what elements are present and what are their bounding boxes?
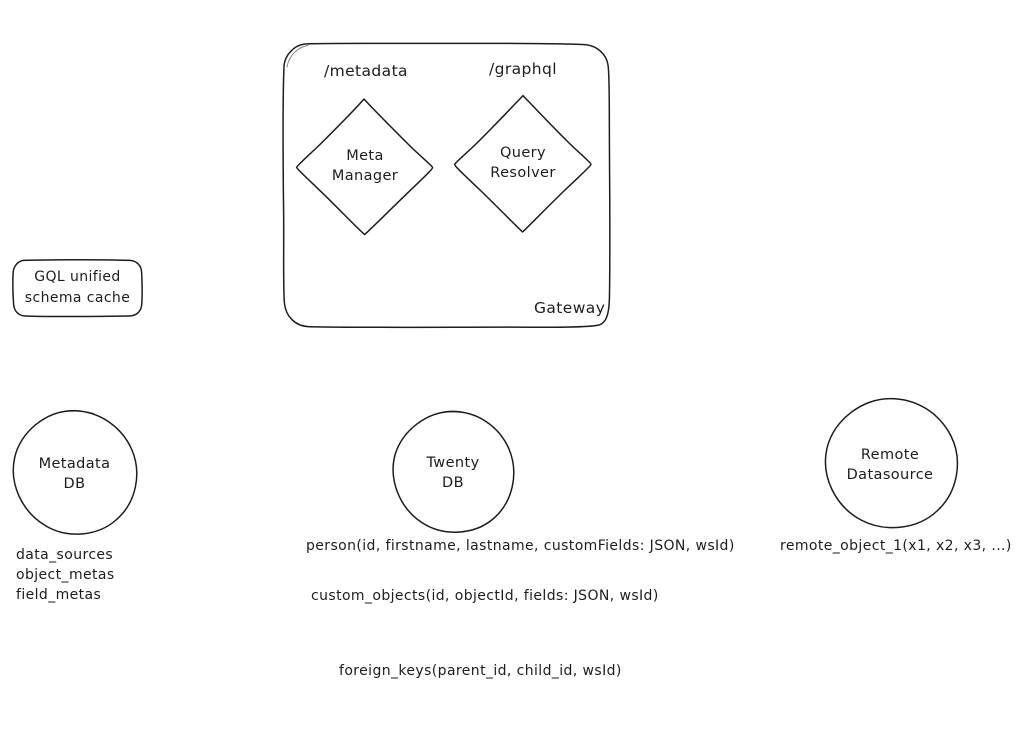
gql-schema-cache-label — [11, 258, 144, 318]
endpoint-label-graphql: /graphql — [489, 60, 557, 78]
node-label-line2: Resolver — [490, 165, 556, 181]
table-name: field_metas — [16, 587, 102, 603]
node-query-resolver-label — [452, 93, 594, 235]
node-meta-manager — [294, 96, 436, 238]
cache-label-line2: schema cache — [24, 290, 131, 306]
metadata-db-tables — [16, 545, 115, 605]
node-label-line1: Meta — [346, 148, 384, 165]
gql-schema-cache-box — [11, 258, 144, 318]
store-label-line1: Remote — [860, 447, 920, 464]
store-remote-datasource-label — [818, 396, 962, 536]
twenty-db-table-custom-objects: custom_objects(id, objectId, fields: JSON, wsId) — [311, 588, 659, 604]
table-name: object_metas — [16, 567, 115, 583]
store-twenty-db — [388, 409, 518, 539]
store-metadata-db — [8, 408, 141, 541]
node-query-resolver — [452, 93, 594, 235]
twenty-db-table-person: person(id, firstname, lastname, customFields: JSON, wsId) — [306, 538, 735, 554]
table-name: data_sources — [16, 547, 114, 563]
node-label-line2: Manager — [331, 168, 399, 184]
twenty-db-table-foreign-keys: foreign_keys(parent_id, child_id, wsId) — [339, 663, 622, 679]
store-label-line2: Datasource — [846, 467, 934, 483]
remote-datasource-table: remote_object_1(x1, x2, x3, ...) — [780, 538, 1012, 554]
store-label-line2: DB — [442, 475, 464, 491]
store-label-line1: Twenty — [426, 455, 480, 472]
store-remote-datasource — [818, 396, 962, 536]
store-metadata-db-label — [8, 408, 141, 541]
store-twenty-db-label — [388, 409, 518, 539]
store-label-line1: Metadata — [38, 455, 111, 472]
node-meta-manager-label — [294, 96, 436, 238]
node-label-line1: Query — [499, 145, 547, 162]
endpoint-label-metadata: /metadata — [324, 62, 408, 80]
gateway-label: Gateway — [534, 299, 606, 317]
cache-label-line1: GQL unified — [34, 269, 121, 285]
store-label-line2: DB — [63, 475, 86, 492]
